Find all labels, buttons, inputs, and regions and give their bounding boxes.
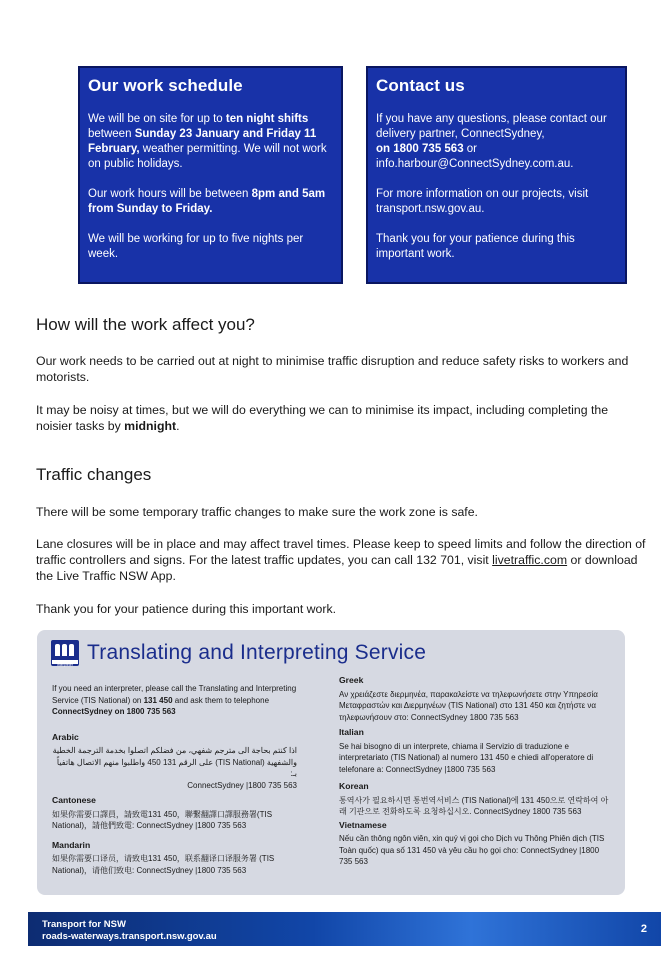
contact-email-link[interactable]: info.harbour@ConnectSydney.com.au.: [376, 158, 574, 170]
work-schedule-box: [78, 66, 343, 284]
tis-left-column: [52, 683, 297, 876]
schedule-paragraph-2: Our work hours will be between 8pm and 5am from Sunday to Friday.: [88, 188, 326, 215]
work-schedule-title: Our work schedule: [88, 76, 243, 95]
affect-paragraph-1: Our work needs to be carried out at night to minimise traffic disruption and reduce safety risks to workers and motorists.: [36, 354, 629, 384]
tis-intro: If you need an interpreter, please call the Translating and Interpreting Service (TIS National) on 131 450 and ask them to telephone ConnectSydney on 1800 735 563: [52, 684, 297, 716]
affect-paragraph-2: It may be noisy at times, but we will do everything we can to minimise its impact, including completing the noisier tasks by midnight.: [36, 403, 609, 433]
traffic-paragraph-1: There will be some temporary traffic changes to make sure the work zone is safe.: [36, 505, 478, 519]
vietnamese-text: Nếu cần thông ngôn viên, xin quý vị gọi cho Dịch vụ Thông Phiên dịch (TIS Toàn quốc) qua số 131 450 và yêu cầu họ gọi cho: ConnectSydney |1800 735 563: [339, 834, 605, 866]
italian-text: Se hai bisogno di un interprete, chiama il Servizio di traduzione e interpretariato (TIS National) al numero 131 450 e chiedi all'operatore di telefonare a: ConnectSydney |1800 735 563: [339, 741, 594, 774]
footer-org: Transport for NSW: [42, 919, 126, 930]
interpreter-icon-label: interpreter: [57, 663, 73, 667]
footer-bar: [28, 912, 661, 946]
italian-heading: Italian: [339, 727, 364, 737]
translating-service-panel: [37, 630, 625, 895]
greek-text: Αν χρειάζεστε διερμηνέα, παρακαλείστε να τηλεφωνήσετε στην Υπηρεσία Μεταφραστών και Διερμηνέων (TIS National) στο 131 450 και ζητήστε να τηλεφωνήσουν στο: ConnectSydney 1800 735 563: [339, 689, 598, 722]
arabic-contact: ConnectSydney |1800 735 563: [187, 780, 297, 790]
contact-box: [366, 66, 627, 284]
tis-right-column: [339, 675, 609, 868]
schedule-paragraph-3: We will be working for up to five nights per week.: [88, 233, 304, 260]
cantonese-heading: Cantonese: [52, 795, 96, 805]
korean-text: 통역사가 필요하시면 통번역서비스 (TIS National)에 131 450으로 연락하여 아래 기관으로 전화하도록 요청하십시오. ConnectSydney 1800 735 563: [339, 795, 609, 816]
arabic-heading: Arabic: [52, 731, 79, 742]
contact-paragraph-3: Thank you for your patience during this important work.: [376, 233, 575, 260]
thanks-paragraph: Thank you for your patience during this important work.: [36, 602, 337, 616]
mandarin-heading: Mandarin: [52, 839, 91, 850]
mandarin-text: 如果你需要口译员，请致电131 450，联系翻译口译服务署 (TIS National)，请他们致电: ConnectSydney |1800 735 563: [52, 854, 275, 875]
greek-heading: Greek: [339, 675, 364, 685]
arabic-text: اذا كنتم بحاجة الى مترجم شفهي، من فضلكم اتصلوا بخدمة الترجمة الخطية والشفهية (TIS National) على الرقم 131 450 واطلبوا منهم الاتصال هاتفياً بـ:: [52, 746, 297, 778]
contact-title: Contact us: [376, 76, 465, 95]
cantonese-text: 如果你需要口譯員，請致電131 450，聯繫翻譯口譯服務署(TIS National)，請他們致電: ConnectSydney |1800 735 563: [52, 809, 273, 830]
contact-paragraph-1: If you have any questions, please contact our delivery partner, ConnectSydney, on 1800 735 563 or info.harbour@ConnectSydney.com.au.: [376, 113, 607, 170]
footer-url-link[interactable]: roads-waterways.transport.nsw.gov.au: [42, 931, 217, 942]
traffic-heading: Traffic changes: [36, 465, 152, 484]
vietnamese-heading: Vietnamese: [339, 819, 387, 830]
livetraffic-link[interactable]: livetraffic.com: [492, 553, 568, 567]
traffic-paragraph-2: Lane closures will be in place and may affect travel times. Please keep to speed limits and follow the direction of traffic controllers and signs. For the latest traffic updates, you can call 132 701, visit livetraffic.com or download the Live Traffic NSW App.: [36, 537, 646, 583]
contact-paragraph-2: For more information on our projects, visit transport.nsw.gov.au.: [376, 188, 589, 215]
tis-title: Translating and Interpreting Service: [87, 641, 427, 664]
schedule-paragraph-1: We will be on site for up to ten night shifts between Sunday 23 January and Friday 11 February, weather permitting. We will not work on public holidays.: [88, 113, 327, 170]
korean-heading: Korean: [339, 781, 369, 791]
page-number: 2: [640, 923, 647, 935]
interpreter-icon: [51, 640, 79, 666]
affect-heading: How will the work affect you?: [36, 315, 255, 334]
